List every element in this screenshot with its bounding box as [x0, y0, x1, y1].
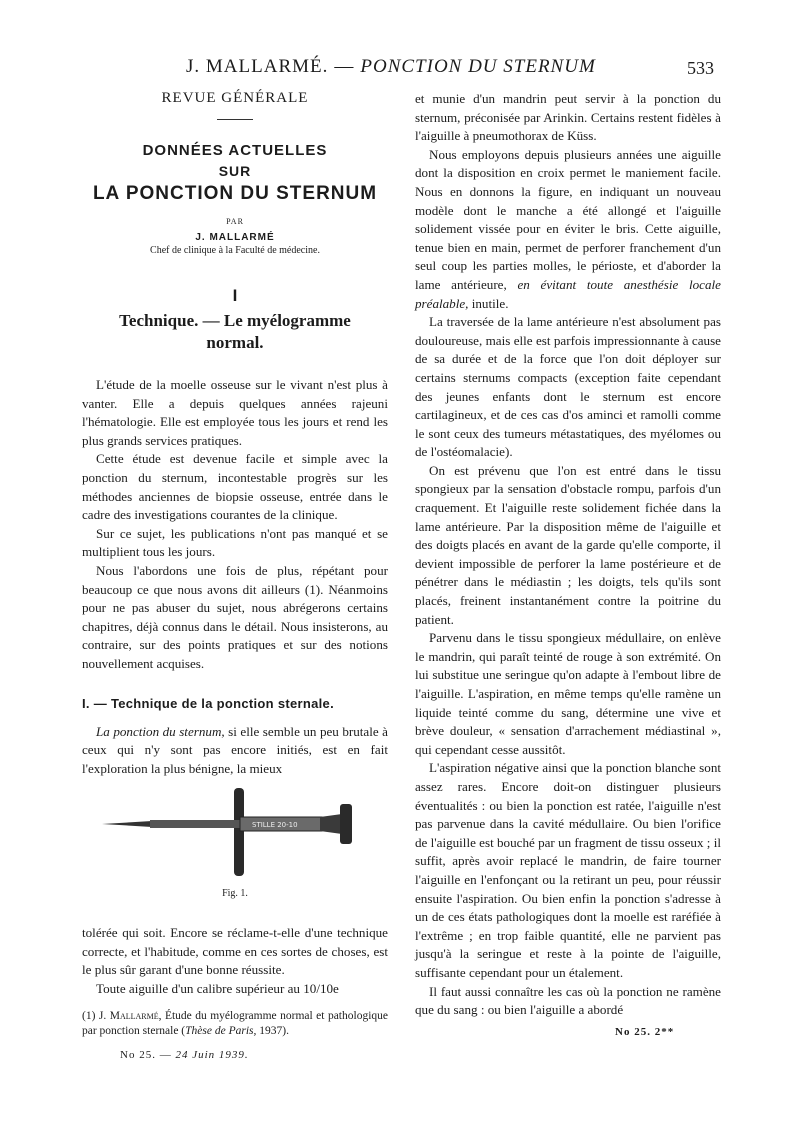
- issue-number: No 25. —: [120, 1048, 172, 1061]
- paragraph: [82, 723, 388, 779]
- footnote-thesis: Thèse de Paris,: [185, 1024, 257, 1037]
- footnote: [82, 1009, 388, 1039]
- needle-inscription: STILLE 20-10: [252, 821, 298, 830]
- paragraph: [415, 146, 721, 313]
- figure-caption: Fig. 1.: [222, 888, 248, 900]
- page-number: 533: [687, 58, 714, 78]
- needle-handle: [340, 804, 352, 844]
- paragraph: tolérée qui soit. Encore se réclame-t-elle d'une technique correcte, et l'habitude, comme en ces sortes de choses, est le plus sûr garant d'une bonne réussite.: [82, 925, 388, 978]
- paragraph-italic: en évitant toute anesthésie locale préalable,: [415, 276, 721, 311]
- paragraph: Nous l'abordons une fois de plus, répétant pour beaucoup ce que nous avons dit ailleurs (1). Néanmoins pour ne pas abuser du sujet, nous abrégerons certains chapitres, déjà connus dans le détail. Nous insisterons, au contraire, sur des points pratiques et sur des notions nouvellement acquises.: [82, 562, 388, 671]
- right-column: [415, 90, 721, 1038]
- footnote-body: Étude du myélogramme normal et pathologique par ponction sternale (: [82, 1009, 388, 1037]
- paragraph: L'étude de la moelle osseuse sur le vivant n'est plus à vanter. Elle a depuis quelques années rajeuni l'hématologie. Elle est employée tous les jours et rend les plus grands services pratiques.: [82, 377, 388, 448]
- paragraph: Cette étude est devenue facile et simple avec la ponction du sternum, incontestable progrès sur les méthodes anciennes de biopsie osseuse, entrée dans le cadre des investigations courantes de la clinique.: [82, 451, 388, 523]
- article-title-line3: LA PONCTION DU STERNUM: [92, 183, 378, 204]
- left-column: [82, 90, 388, 1061]
- issue-date: 24 Juin 1939.: [175, 1048, 249, 1061]
- byline-author: J. MALLARMÉ: [195, 232, 275, 243]
- footnote-year: 1937).: [256, 1024, 289, 1037]
- sternal-needle-illustration: [92, 784, 382, 884]
- title-rule: [217, 119, 253, 120]
- needle-shaft: [150, 820, 240, 828]
- byline-affiliation: Chef de clinique à la Faculté de médecine.: [150, 245, 320, 256]
- article-title-line2: SUR: [218, 163, 252, 179]
- paragraph: On est prévenu que l'on est entré dans le tissu spongieux par la sensation d'obstacle rompu, parfois d'un craquement. Et l'aiguille reste solidement fichée dans la lame antérieure. Par la disposition même de l'aiguille et des doigts placés en avant de la garde qu'elle comporte, il devient impossible de perforer la lame postérieure et de pénétrer dans le médiastin ; les doigts, tels qu'ils sont placés, freinent instantanément contre la poitrine du patient.: [415, 462, 721, 627]
- paragraph-continuation: si elle semble un peu brutale à ceux qui n'y sont pas encore initiés, est en fait l'exploration la plus bénigne, la mieux: [82, 723, 388, 776]
- paragraph: et munie d'un mandrin peut servir à la ponction du sternum, préconisée par Arinkin. Certains restent fidèles à l'aiguille à pneumothorax de Küss.: [415, 91, 721, 144]
- chapter-number: I: [232, 286, 238, 305]
- running-head: [186, 56, 606, 78]
- needle-handle-neck: [320, 814, 342, 834]
- needle-tip: [102, 821, 152, 827]
- needle-guard: [234, 788, 244, 876]
- paragraph: L'aspiration négative ainsi que la ponction blanche sont assez rares. Encore doit-on distinguer plusieurs éventualités : ou bien la ponction est ratée, l'aiguille n'est pas parvenue dans la cavité médullaire. Ou bien l'orifice de l'aiguille est bouché par un fragment de tissu osseux ; il suffit, après avoir replacé le mandrin, de faire tourner l'aiguille en l'enfonçant ou la retirant un peu, pour réussir ensuite l'aspiration. Ou bien enfin la ponction s'adresse à un de ces états pathologiques dont la moelle est raréfiée à l'extrême ; en trop faible quantité, elle ne parvient pas jusqu'à la seringue et reste à la pointe de l'aiguille, suffisante cependant pour un étalement.: [415, 760, 721, 980]
- running-head-title: PONCTION DU STERNUM: [360, 56, 596, 77]
- subsection-heading: I. — Technique de la ponction sternale.: [82, 695, 334, 711]
- paragraph: Toute aiguille d'un calibre supérieur au 10/10e: [96, 981, 339, 997]
- running-head-dash: —: [334, 56, 355, 77]
- paragraph: La traversée de la lame antérieure n'est absolument pas douloureuse, mais elle est parfois impressionnante à cause de sa durée et de la force que l'on doit déployer sur certains sternums compacts (exception faite cependant des jeunes enfants dont le sternum est encore cartilagineux, et de ces cas d'os aminci et ramolli comme le sont ceux des tumeurs métastatiques, des myélomes ou de l'ostéomalacie).: [415, 314, 721, 460]
- paragraph-part: inutile.: [468, 295, 509, 311]
- issue-folio: [82, 1049, 388, 1061]
- running-head-author: J. MALLARMÉ.: [186, 56, 329, 77]
- byline-par: PAR: [226, 217, 244, 226]
- paragraph: Il faut aussi connaître les cas où la ponction ne ramène que du sang : ou bien l'aiguille a abordé: [415, 983, 721, 1018]
- paragraph: Sur ce sujet, les publications n'ont pas manqué et se multiplient tous les jours.: [82, 525, 388, 560]
- footnote-lead: (1) J.: [82, 1009, 110, 1022]
- chapter-title: Technique. — Le myélogramme normal.: [119, 311, 351, 352]
- paragraph-part: Nous employons depuis plusieurs années une aiguille dont la disposition en croix permet le maniement facile. Nous en donnons la figure, en indiquant un nouveau modèle dont le manche a été allongé et l'aiguille solidement vissée pour en éviter le bris. Cette aiguille, tenue bien en main, permet de perforer franchement d'un seul coup les parties molles, le périoste, et d'aborder la lame antérieure,: [415, 146, 721, 292]
- section-label: REVUE GÉNÉRALE: [161, 90, 309, 106]
- figure-needle: [82, 784, 388, 902]
- paragraph-italic-lead: La ponction du sternum,: [96, 723, 225, 739]
- article-title-line1: DONNÉES ACTUELLES: [142, 142, 328, 159]
- signature-folio: No 25. 2**: [615, 1025, 675, 1038]
- footnote-author: Mallarmé,: [109, 1009, 162, 1022]
- paragraph: Parvenu dans le tissu spongieux médullaire, on enlève le mandrin, qui paraît teinté de rouge à son extrémité. On lui substitue une seringue qu'on adapte à l'embout libre de l'aiguille. L'aspiration, en même temps qu'elle ramène un liquide teinté comme du sang, détermine une vive et brève douleur, « sensation d'arrachement médiastinal », qui cependant cesse aussitôt.: [415, 630, 721, 757]
